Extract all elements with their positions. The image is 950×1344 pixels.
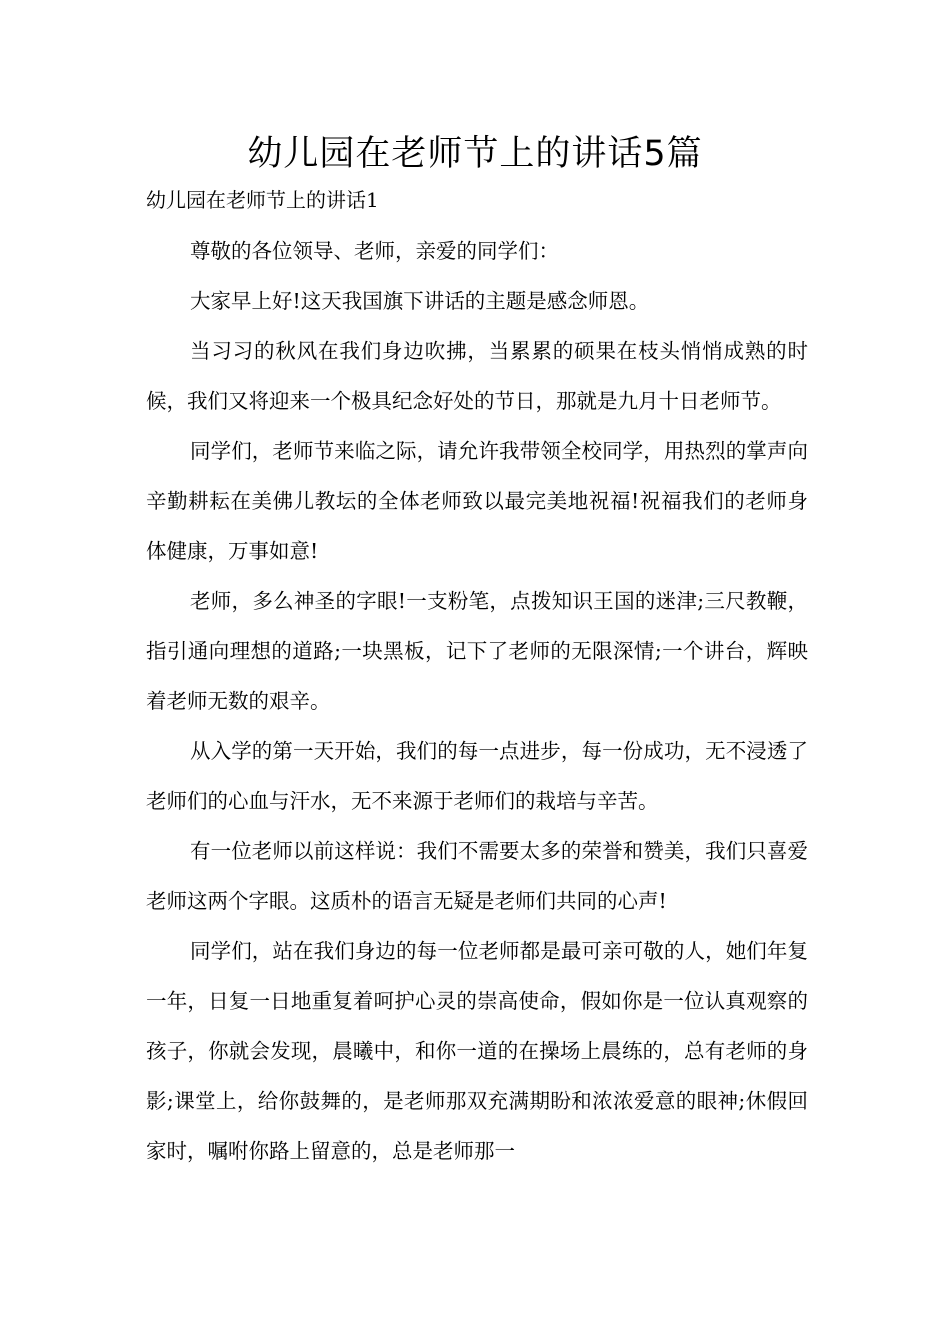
section-heading: 幼儿园在老师节上的讲话1 xyxy=(146,188,379,212)
paragraph: 大家早上好!这天我国旗下讲话的主题是感念师恩。 xyxy=(190,289,650,313)
paragraph: 从入学的第一天开始，我们的每一点进步，每一份成功，无不浸透了老师们的心血与汗水，无不来源于老师们的栽培与辛苦。 xyxy=(146,739,808,813)
paragraph: 尊敬的各位领导、老师，亲爱的同学们： xyxy=(190,239,559,263)
document-body xyxy=(146,226,808,1176)
paragraph: 同学们，老师节来临之际，请允许我带领全校同学，用热烈的掌声向辛勤耕耘在美佛儿教坛的全体老师致以最完美地祝福!祝福我们的老师身体健康，万事如意! xyxy=(146,439,808,563)
paragraph: 同学们，站在我们身边的每一位老师都是最可亲可敬的人，她们年复一年，日复一日地重复着呵护心灵的崇高使命，假如你是一位认真观察的孩子，你就会发现，晨曦中，和你一道的在操场上晨练的，总有老师的身影;课堂上，给你鼓舞的，是老师那双充满期盼和浓浓爱意的眼神;休假回家时，嘱咐你路上留意的，总是老师那一 xyxy=(146,939,808,1163)
paragraph: 当习习的秋风在我们身边吹拂，当累累的硕果在枝头悄悄成熟的时候，我们又将迎来一个极具纪念好处的节日，那就是九月十日老师节。 xyxy=(146,339,808,413)
document-title: 幼儿园在老师节上的讲话5篇 xyxy=(247,134,703,174)
paragraph: 有一位老师以前这样说：我们不需要太多的荣誉和赞美，我们只喜爱老师这两个字眼。这质朴的语言无疑是老师们共同的心声! xyxy=(146,839,808,913)
paragraph: 老师，多么神圣的字眼!一支粉笔，点拨知识王国的迷津;三尺教鞭，指引通向理想的道路;一块黑板，记下了老师的无限深情;一个讲台，辉映着老师无数的艰辛。 xyxy=(146,589,808,713)
